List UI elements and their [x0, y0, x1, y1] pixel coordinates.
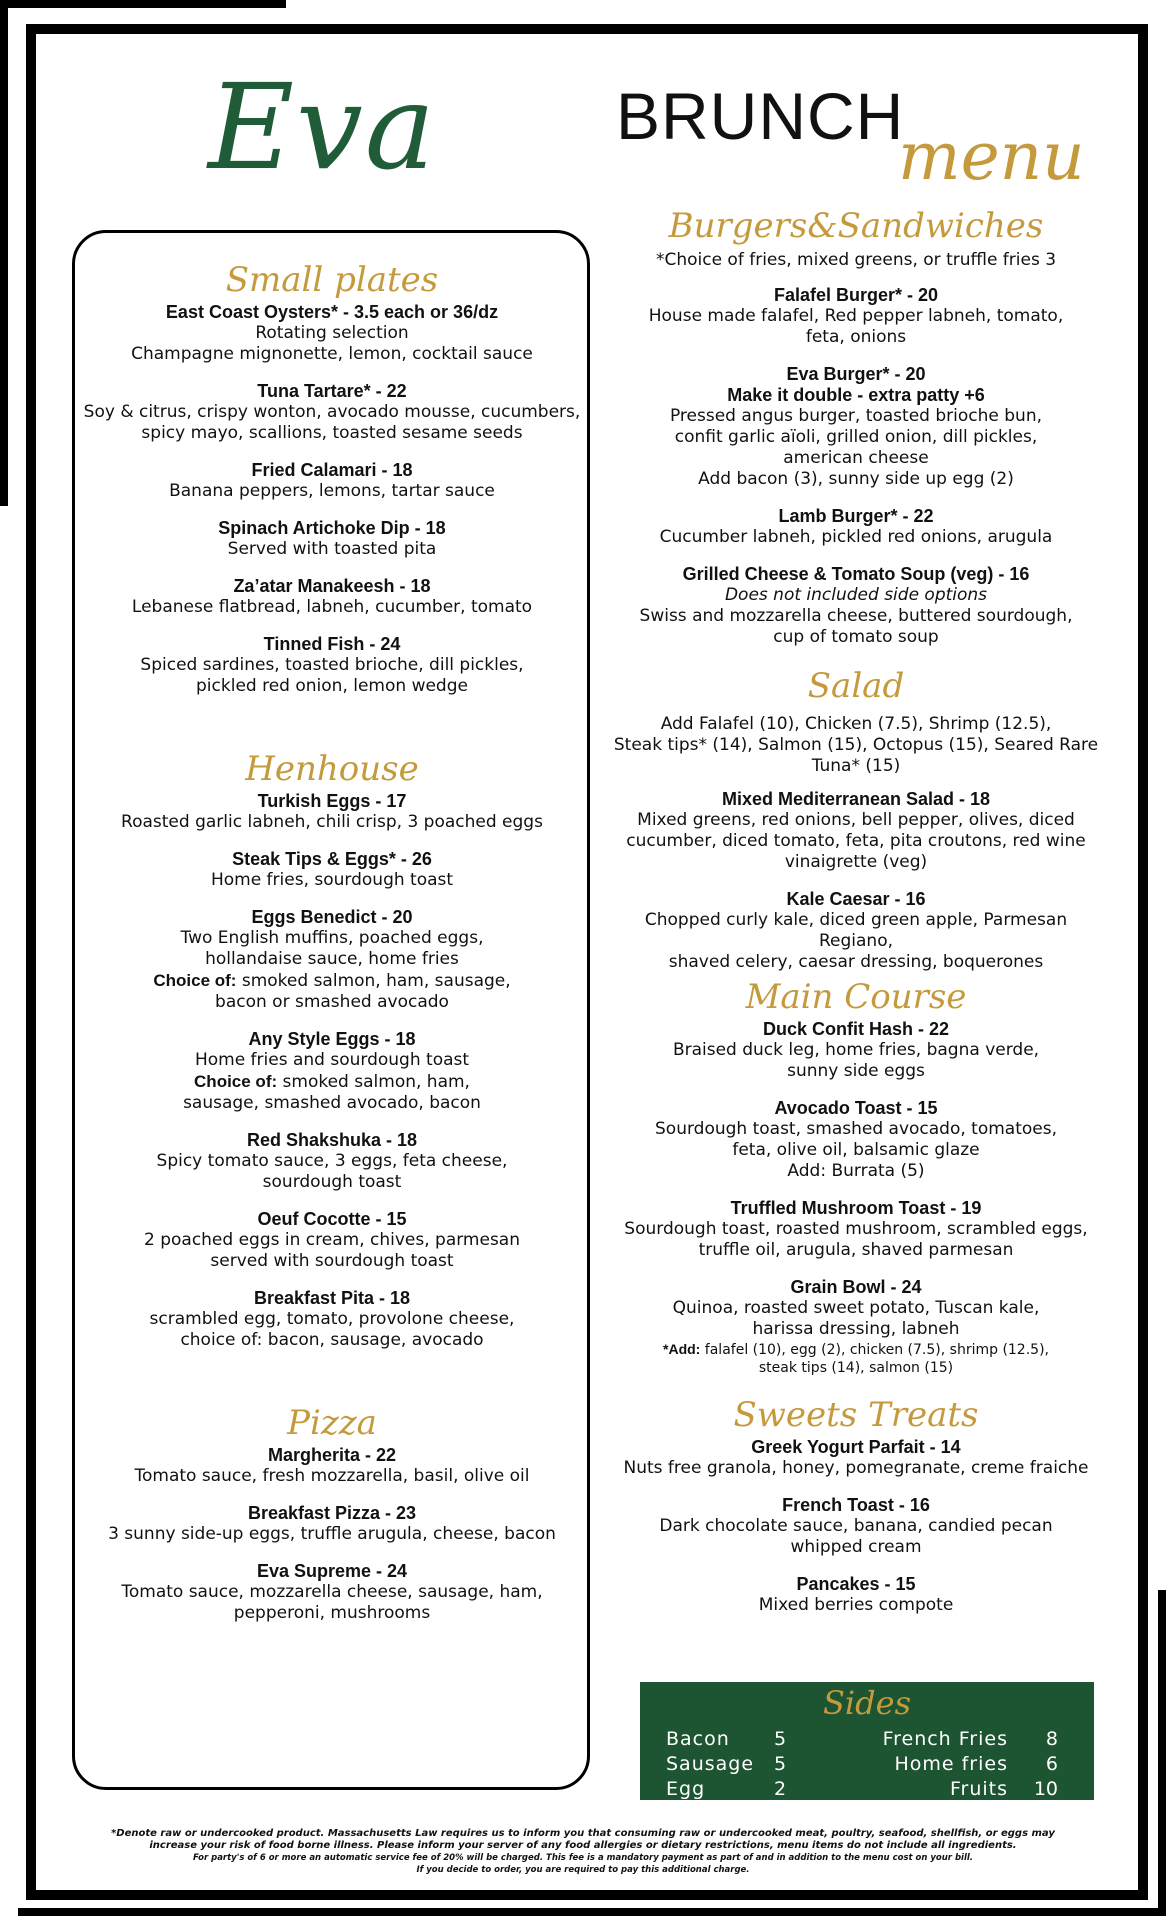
item-name: Kale Caesar - 16 — [786, 889, 926, 909]
item-desc: harissa dressing, labneh — [752, 1319, 960, 1339]
menu-item — [82, 791, 582, 833]
section-title-pizza: Pizza — [287, 1403, 377, 1443]
item-desc: sunny side eggs — [787, 1061, 925, 1081]
item-desc: pickled red onion, lemon wedge — [196, 676, 468, 696]
item-name: Truffled Mushroom Toast - 19 — [730, 1198, 982, 1218]
item-name: Margherita - 22 — [267, 1445, 397, 1465]
menu-item — [606, 1574, 1106, 1616]
item-desc: Tomato sauce, fresh mozzarella, basil, olive oil — [134, 1466, 530, 1486]
item-desc: Home fries, sourdough toast — [210, 870, 454, 890]
add-label: *Add: — [663, 1341, 701, 1357]
menu-item — [606, 1437, 1106, 1479]
item-desc: Home fries and sourdough toast — [194, 1050, 470, 1070]
disclaimer-line: For party's of 6 or more an automatic service fee of 20% will be charged. This fee is a mandatory payment as part of and in addition to the menu cost on your bill. — [192, 1853, 974, 1863]
item-desc: cucumber, diced tomato, feta, pita croutons, red wine — [626, 831, 1086, 851]
item-name: Greek Yogurt Parfait - 14 — [751, 1437, 961, 1457]
item-choice — [82, 970, 582, 992]
item-desc: Add bacon (3), sunny side up egg (2) — [698, 469, 1014, 489]
item-desc: hollandaise sauce, home fries — [205, 949, 459, 969]
side-name: Egg — [666, 1778, 706, 1800]
side-name: French Fries — [882, 1728, 1008, 1750]
menu-item — [82, 1209, 582, 1272]
salad-addons — [606, 714, 1106, 777]
item-desc: Cucumber labneh, pickled red onions, arugula — [659, 527, 1053, 547]
menu-item — [82, 1503, 582, 1545]
item-name: Lamb Burger* - 22 — [778, 506, 934, 526]
item-desc: Spicy tomato sauce, 3 eggs, feta cheese, — [156, 1151, 508, 1171]
item-name: Turkish Eggs - 17 — [257, 791, 407, 811]
item-name: Breakfast Pizza - 23 — [247, 1503, 417, 1523]
frame-line-left — [0, 0, 8, 506]
menu-item — [606, 506, 1106, 548]
right-column — [606, 204, 1106, 1632]
item-name: Tuna Tartare* - 22 — [257, 381, 407, 401]
menu-item — [606, 1495, 1106, 1558]
side-price: 6 — [1045, 1753, 1058, 1775]
item-name: Fried Calamari - 18 — [251, 460, 413, 480]
disclaimer — [60, 1828, 1106, 1876]
item-name: Tinned Fish - 24 — [263, 634, 401, 654]
item-desc: spicy mayo, scallions, toasted sesame seeds — [141, 423, 523, 443]
menu-title: menu — [898, 118, 1085, 195]
left-column — [82, 258, 582, 1640]
item-name: Red Shakshuka - 18 — [246, 1130, 418, 1150]
item-subtitle: Make it double - extra patty +6 — [727, 385, 985, 405]
item-desc: truffle oil, arugula, shaved parmesan — [698, 1240, 1014, 1260]
item-name: Pancakes - 15 — [796, 1574, 916, 1594]
menu-item — [606, 789, 1106, 873]
menu-item — [606, 364, 1106, 490]
menu-item — [82, 1130, 582, 1193]
item-name: East Coast Oysters* - 3.5 each or 36/dz — [165, 302, 499, 322]
item-desc: feta, onions — [805, 327, 907, 347]
item-desc: Soy & citrus, crispy wonton, avocado mousse, cucumbers, — [83, 402, 581, 422]
item-name: Avocado Toast - 15 — [774, 1098, 938, 1118]
item-name: Eva Supreme - 24 — [256, 1561, 408, 1581]
item-choice — [82, 1071, 582, 1093]
section-title-main-course: Main Course — [745, 977, 967, 1017]
menu-item — [606, 1198, 1106, 1261]
menu-item — [82, 1561, 582, 1624]
item-name: Steak Tips & Eggs* - 26 — [232, 849, 432, 869]
menu-item — [606, 1098, 1106, 1182]
choice-text: smoked salmon, ham, sausage, — [236, 971, 511, 991]
item-desc: Two English muffins, poached eggs, — [180, 928, 484, 948]
item-desc: Banana peppers, lemons, tartar sauce — [169, 481, 495, 501]
addon-line: Add Falafel (10), Chicken (7.5), Shrimp (12.5), — [660, 714, 1052, 734]
item-desc: 3 sunny side-up eggs, truffle arugula, cheese, bacon — [108, 1524, 556, 1544]
side-name: Sausage — [666, 1753, 755, 1775]
sides-box — [640, 1682, 1094, 1800]
menu-item — [82, 1288, 582, 1351]
disclaimer-line: *Denote raw or undercooked product. Massachusetts Law requires us to inform you that consuming raw or undercooked meat, poultry, seafood, shellfish, or eggs may — [111, 1828, 1055, 1839]
item-name: Duck Confit Hash - 22 — [762, 1019, 950, 1039]
item-desc: american cheese — [783, 448, 929, 468]
section-title-small-plates: Small plates — [225, 260, 439, 300]
item-desc: shaved celery, caesar dressing, boquerones — [668, 952, 1044, 972]
side-price: 10 — [1033, 1778, 1058, 1800]
item-desc: Lebanese flatbread, labneh, cucumber, tomato — [131, 597, 533, 617]
frame-line-bottom — [18, 1908, 1166, 1916]
item-name: French Toast - 16 — [782, 1495, 930, 1515]
section-title-sweets: Sweets Treats — [733, 1395, 979, 1435]
item-name: Falafel Burger* - 20 — [773, 285, 939, 305]
item-desc: Nuts free granola, honey, pomegranate, creme fraiche — [623, 1458, 1089, 1478]
menu-item — [82, 849, 582, 891]
item-desc: sausage, smashed avocado, bacon — [183, 1093, 481, 1113]
item-desc: Quinoa, roasted sweet potato, Tuscan kale, — [672, 1298, 1040, 1318]
item-desc: vinaigrette (veg) — [784, 852, 928, 872]
item-desc: Tomato sauce, mozzarella cheese, sausage, ham, — [121, 1582, 543, 1602]
side-name: Fruits — [949, 1778, 1008, 1800]
menu-item — [82, 1445, 582, 1487]
item-desc: sourdough toast — [262, 1172, 402, 1192]
item-desc: cup of tomato soup — [773, 627, 939, 647]
item-name: Spinach Artichoke Dip - 18 — [218, 518, 446, 538]
item-desc: Sourdough toast, smashed avocado, tomatoes, — [655, 1119, 1057, 1139]
frame-line-right — [1158, 1590, 1166, 1916]
side-price: 8 — [1045, 1728, 1058, 1750]
menu-item — [82, 518, 582, 560]
add-text: falafel (10), egg (2), chicken (7.5), shrimp (12.5), — [700, 1342, 1049, 1358]
item-desc: Sourdough toast, roasted mushroom, scrambled eggs, — [624, 1219, 1088, 1239]
item-desc: confit garlic aïoli, grilled onion, dill pickles, — [674, 427, 1038, 447]
item-desc: choice of: bacon, sausage, avocado — [180, 1330, 484, 1350]
brunch-title: BRUNCH — [616, 79, 905, 153]
menu-item — [82, 381, 582, 444]
side-name: Home fries — [894, 1753, 1008, 1775]
side-price: 5 — [774, 1753, 787, 1775]
item-desc: Chopped curly kale, diced green apple, Parmesan Regiano, — [644, 910, 1068, 951]
brand-logo: Eva — [208, 58, 438, 196]
side-name: Bacon — [666, 1728, 730, 1750]
menu-item — [82, 460, 582, 502]
disclaimer-line: increase your risk of food borne illness. Please inform your server of any food allergies or dietary restrictions, menu items do not include all ingredients. — [149, 1840, 1017, 1851]
item-desc: Served with toasted pita — [227, 539, 437, 559]
addon-line: Tuna* (15) — [811, 756, 901, 776]
menu-item — [82, 907, 582, 1013]
item-desc: pepperoni, mushrooms — [233, 1603, 431, 1623]
menu-item — [82, 302, 582, 365]
menu-item — [82, 1029, 582, 1114]
section-title-henhouse: Henhouse — [245, 749, 419, 789]
item-desc: Spiced sardines, toasted brioche, dill pickles, — [140, 655, 524, 675]
menu-item — [82, 576, 582, 618]
menu-item — [606, 1019, 1106, 1082]
choice-text: smoked salmon, ham, — [277, 1072, 470, 1092]
item-name: Eva Burger* - 20 — [786, 364, 926, 384]
item-name: Breakfast Pita - 18 — [253, 1288, 411, 1308]
item-name: Grain Bowl - 24 — [790, 1277, 922, 1297]
item-addons — [606, 1340, 1106, 1359]
item-desc: House made falafel, Red pepper labneh, tomato, — [648, 306, 1064, 326]
addon-line: Steak tips* (14), Salmon (15), Octopus (15), Seared Rare — [613, 735, 1099, 755]
item-desc: Roasted garlic labneh, chili crisp, 3 poached eggs — [121, 812, 543, 832]
item-name: Any Style Eggs - 18 — [248, 1029, 416, 1049]
menu-item — [606, 285, 1106, 348]
item-desc: Rotating selection — [255, 323, 409, 343]
item-desc: Mixed berries compote — [758, 1595, 954, 1615]
menu-item — [606, 1277, 1106, 1377]
item-name: Eggs Benedict - 20 — [251, 907, 413, 927]
item-name: Mixed Mediterranean Salad - 18 — [721, 789, 991, 809]
item-name: Grilled Cheese & Tomato Soup (veg) - 16 — [682, 564, 1030, 584]
item-desc: Swiss and mozzarella cheese, buttered sourdough, — [639, 606, 1073, 626]
item-desc: 2 poached eggs in cream, chives, parmesan — [143, 1230, 520, 1250]
side-price: 5 — [774, 1728, 787, 1750]
section-title-burgers: Burgers&Sandwiches — [668, 206, 1044, 246]
frame-line-top-left — [0, 0, 286, 8]
disclaimer-line: If you decide to order, you are required to pay this additional charge. — [416, 1865, 750, 1875]
item-desc: served with sourdough toast — [210, 1251, 454, 1271]
item-addons: steak tips (14), salmon (15) — [758, 1360, 954, 1376]
section-note: *Choice of fries, mixed greens, or truffle fries 3 — [655, 250, 1057, 270]
item-desc: scrambled egg, tomato, provolone cheese, — [149, 1309, 515, 1329]
menu-item — [606, 564, 1106, 648]
item-desc: Mixed greens, red onions, bell pepper, olives, diced — [637, 810, 1075, 830]
choice-label: Choice of: — [153, 971, 237, 990]
item-desc: Champagne mignonette, lemon, cocktail sauce — [131, 344, 533, 364]
item-desc: Add: Burrata (5) — [787, 1161, 925, 1181]
section-title-salad: Salad — [807, 666, 905, 706]
item-desc: feta, olive oil, balsamic glaze — [732, 1140, 980, 1160]
side-price: 2 — [774, 1778, 787, 1800]
item-name: Oeuf Cocotte - 15 — [257, 1209, 407, 1229]
choice-label: Choice of: — [194, 1072, 278, 1091]
item-desc: Dark chocolate sauce, banana, candied pecan — [659, 1516, 1053, 1536]
item-desc: Braised duck leg, home fries, bagna verde, — [672, 1040, 1040, 1060]
menu-item — [82, 634, 582, 697]
menu-item — [606, 889, 1106, 973]
item-desc: whipped cream — [790, 1537, 922, 1557]
item-desc: Pressed angus burger, toasted brioche bun, — [669, 406, 1042, 426]
item-name: Za’atar Manakeesh - 18 — [233, 576, 431, 596]
item-note: Does not included side options — [724, 585, 988, 605]
item-desc: bacon or smashed avocado — [215, 992, 449, 1012]
section-title-sides: Sides — [823, 1684, 911, 1722]
